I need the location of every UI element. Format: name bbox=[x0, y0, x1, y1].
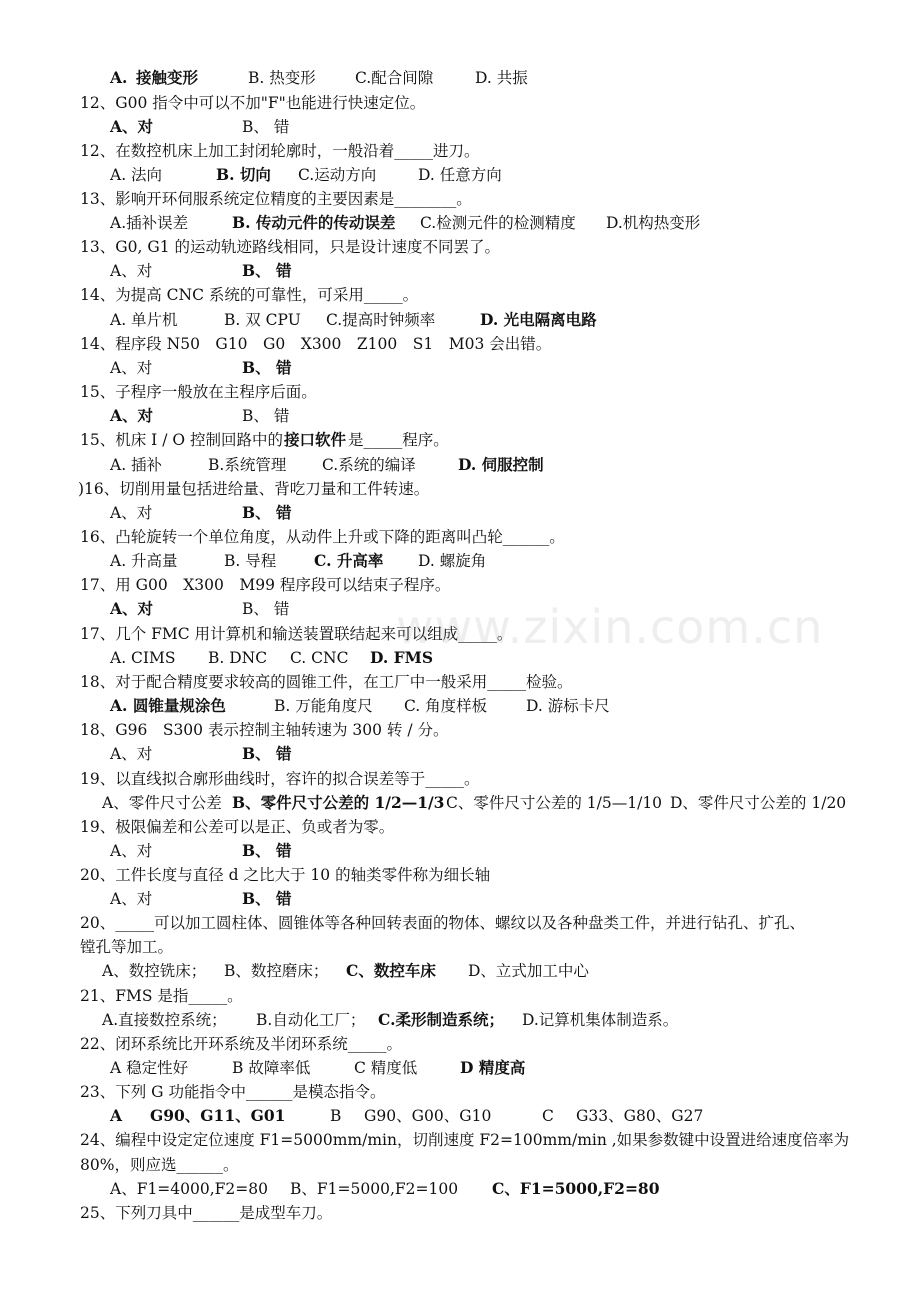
question-text: )16、切削用量包括进给量、背吃刀量和工件转速。 bbox=[78, 480, 430, 498]
options-line bbox=[102, 961, 902, 981]
answer-option: A. 法向 bbox=[110, 166, 163, 184]
question-line bbox=[80, 527, 880, 547]
answer-option: C.提高时钟频率 bbox=[326, 311, 436, 329]
answer-option: C.运动方向 bbox=[298, 166, 377, 184]
options-line bbox=[110, 1179, 910, 1199]
answer-option: B 故障率低 bbox=[232, 1059, 311, 1077]
options-line bbox=[110, 841, 910, 861]
answer-option: D.机构热变形 bbox=[606, 214, 701, 232]
options-line bbox=[110, 889, 910, 909]
question-line bbox=[80, 986, 880, 1006]
question-text: 13、影响开环伺服系统定位精度的主要因素是________。 bbox=[80, 190, 472, 208]
question-line bbox=[78, 479, 878, 499]
options-line bbox=[110, 503, 910, 523]
correct-answer-option: A、对 bbox=[110, 599, 154, 618]
answer-option: D. 螺旋角 bbox=[418, 552, 487, 570]
question-line bbox=[80, 1203, 880, 1223]
answer-option: A.插补误差 bbox=[110, 214, 189, 232]
options-line bbox=[110, 744, 910, 764]
answer-option: D、零件尺寸公差的 1/20 bbox=[670, 794, 847, 812]
options-line bbox=[110, 261, 910, 281]
answer-option: A 稳定性好 bbox=[110, 1059, 189, 1077]
answer-option: A、对 bbox=[110, 842, 153, 860]
options-line bbox=[110, 406, 910, 426]
answer-option: A、零件尺寸公差 bbox=[102, 794, 222, 812]
answer-option: A、对 bbox=[110, 262, 153, 280]
correct-answer-option: C. 升高率 bbox=[314, 551, 384, 570]
answer-option: B.系统管理 bbox=[208, 456, 287, 474]
watermark: www.zixin.com.cn bbox=[396, 600, 824, 654]
correct-answer-option: 接触变形 bbox=[136, 68, 199, 87]
answer-option: C.检测元件的检测精度 bbox=[420, 214, 576, 232]
answer-option: B. DNC bbox=[208, 649, 268, 667]
correct-answer-option: D. 伺服控制 bbox=[458, 455, 544, 474]
question-text: 21、FMS 是指_____。 bbox=[80, 987, 243, 1005]
question-line bbox=[80, 430, 880, 450]
correct-answer-option: B. 切向 bbox=[216, 165, 271, 184]
answer-option: A、数控铣床； bbox=[102, 962, 207, 980]
answer-option: D. 任意方向 bbox=[418, 166, 502, 184]
answer-option: D.记算机集体制造系。 bbox=[522, 1011, 679, 1029]
question-text: 19、以直线拟合廓形曲线时，容许的拟合误差等于_____。 bbox=[80, 770, 480, 788]
options-line bbox=[110, 599, 910, 619]
question-text: 20、_____可以加工圆柱体、圆锥体等各种回转表面的物体、螺纹以及各种盘类工件，并进行钻孔、扩孔、 bbox=[80, 914, 805, 932]
options-line bbox=[110, 358, 910, 378]
question-text: 14、程序段 N50 G10 G0 X300 Z100 S1 M03 会出错。 bbox=[80, 335, 552, 353]
question-continuation bbox=[80, 937, 880, 957]
answer-option: B、数控磨床； bbox=[224, 962, 329, 980]
answer-option: G90、G00、G10 bbox=[364, 1107, 492, 1125]
correct-answer-option: A. 圆锥量规涂色 bbox=[110, 696, 226, 715]
answer-option: A. 单片机 bbox=[110, 311, 178, 329]
question-text: 14、为提高 CNC 系统的可靠性，可采用_____。 bbox=[80, 286, 419, 304]
correct-answer-option: A、对 bbox=[110, 117, 154, 136]
question-text: 是_____程序。 bbox=[348, 431, 449, 449]
question-text: 20、工件长度与直径 d 之比大于 10 的轴类零件称为细长轴 bbox=[80, 866, 491, 884]
question-line bbox=[80, 189, 880, 209]
answer-option: B、 错 bbox=[242, 118, 290, 136]
answer-option: B bbox=[330, 1107, 342, 1125]
question-line bbox=[80, 672, 880, 692]
answer-option: D. 共振 bbox=[475, 69, 528, 87]
options-line bbox=[110, 1058, 910, 1078]
question-continuation bbox=[80, 1155, 880, 1175]
question-line bbox=[80, 720, 880, 740]
options-line bbox=[110, 455, 910, 475]
options-line bbox=[110, 551, 910, 571]
question-text: 15、子程序一般放在主程序后面。 bbox=[80, 383, 317, 401]
answer-option: B. 万能角度尺 bbox=[274, 697, 373, 715]
correct-answer-option: B、 错 bbox=[242, 841, 292, 860]
question-text: 13、G0, G1 的运动轨迹路线相同，只是设计速度不同罢了。 bbox=[80, 238, 500, 256]
answer-option: A. 插补 bbox=[110, 456, 163, 474]
question-text: 12、G00 指令中可以不加"F"也能进行快速定位。 bbox=[80, 94, 426, 112]
answer-option: C.配合间隙 bbox=[355, 69, 434, 87]
answer-option: A、对 bbox=[110, 359, 153, 377]
options-line bbox=[110, 310, 910, 330]
correct-answer-option: B、 错 bbox=[242, 889, 292, 908]
correct-answer-option: C.柔形制造系统； bbox=[378, 1010, 504, 1029]
options-line bbox=[110, 1106, 910, 1126]
question-line bbox=[80, 575, 880, 595]
question-text: 镗孔等加工。 bbox=[80, 938, 174, 956]
options-line bbox=[110, 68, 910, 88]
options-line bbox=[110, 648, 910, 668]
question-line bbox=[80, 93, 880, 113]
options-line bbox=[110, 165, 910, 185]
question-line bbox=[80, 141, 880, 161]
answer-option: B. 导程 bbox=[224, 552, 277, 570]
answer-option: C.系统的编译 bbox=[322, 456, 416, 474]
question-text: 24、编程中设定定位速度 F1=5000mm/min，切削速度 F2=100mm/min ,如果参数键中设置进给速度倍率为 bbox=[80, 1131, 850, 1149]
answer-option: A. CIMS bbox=[110, 649, 176, 667]
correct-answer-option: A. bbox=[110, 68, 128, 87]
question-line bbox=[80, 1034, 880, 1054]
options-line bbox=[102, 1010, 902, 1030]
correct-answer-option: D. 光电隔离电路 bbox=[480, 310, 597, 329]
question-text: 19、极限偏差和公差可以是正、负或者为零。 bbox=[80, 818, 395, 836]
question-text: 80%，则应选______。 bbox=[80, 1156, 239, 1174]
question-line bbox=[80, 624, 880, 644]
options-line bbox=[102, 793, 902, 813]
answer-option: B. 热变形 bbox=[248, 69, 316, 87]
question-text: 12、在数控机床上加工封闭轮廓时，一般沿着_____进刀。 bbox=[80, 142, 480, 160]
correct-answer-option: B、 错 bbox=[242, 358, 292, 377]
answer-option: B、 错 bbox=[242, 600, 290, 618]
answer-option: A、对 bbox=[110, 890, 153, 908]
answer-option: A. 升高量 bbox=[110, 552, 178, 570]
answer-option: C、零件尺寸公差的 1/5—1/10 bbox=[446, 794, 663, 812]
correct-answer-option: B、 错 bbox=[242, 261, 292, 280]
answer-option: A、对 bbox=[110, 745, 153, 763]
question-text: 25、下列刀具中______是成型车刀。 bbox=[80, 1204, 333, 1222]
options-line bbox=[110, 696, 910, 716]
answer-option: G33、G80、G27 bbox=[576, 1107, 704, 1125]
correct-answer-option: B、 错 bbox=[242, 744, 292, 763]
correct-answer-option: D. FMS bbox=[370, 648, 434, 667]
answer-option: C 精度低 bbox=[354, 1059, 418, 1077]
correct-answer-option: C、数控车床 bbox=[346, 961, 436, 980]
correct-answer-option: B、零件尺寸公差的 1/2—1/3 bbox=[232, 793, 445, 812]
answer-option: D. 游标卡尺 bbox=[526, 697, 610, 715]
question-line bbox=[80, 237, 880, 257]
question-line bbox=[80, 769, 880, 789]
question-text: 18、对于配合精度要求较高的圆锥工件，在工厂中一般采用_____检验。 bbox=[80, 673, 573, 691]
correct-answer-option: A bbox=[110, 1106, 123, 1125]
answer-option: B.自动化工厂； bbox=[256, 1011, 366, 1029]
answer-option: C. CNC bbox=[290, 649, 349, 667]
question-line bbox=[80, 817, 880, 837]
options-line bbox=[110, 117, 910, 137]
question-text: 18、G96 S300 表示控制主轴转速为 300 转 / 分。 bbox=[80, 721, 449, 739]
answer-option: B. 双 CPU bbox=[224, 311, 301, 329]
question-text: 15、机床 I / O 控制回路中的 bbox=[80, 431, 283, 449]
answer-option: C bbox=[542, 1107, 554, 1125]
answer-option: B、 错 bbox=[242, 407, 290, 425]
answer-option: D、立式加工中心 bbox=[468, 962, 589, 980]
correct-answer-option: D 精度高 bbox=[460, 1058, 526, 1077]
question-line bbox=[80, 285, 880, 305]
correct-answer-option: A、对 bbox=[110, 406, 154, 425]
answer-option: A、F1=4000,F2=80 bbox=[110, 1180, 268, 1198]
correct-answer-option: G90、G11、G01 bbox=[150, 1106, 286, 1125]
answer-option: A.直接数控系统； bbox=[102, 1011, 227, 1029]
question-text: 17、用 G00 X300 M99 程序段可以结束子程序。 bbox=[80, 576, 451, 594]
answer-option: A、对 bbox=[110, 504, 153, 522]
question-line bbox=[80, 1130, 880, 1150]
question-text: 接口软件 bbox=[284, 430, 347, 449]
question-line bbox=[80, 913, 880, 933]
correct-answer-option: B. 传动元件的传动误差 bbox=[232, 213, 396, 232]
answer-option: C. 角度样板 bbox=[404, 697, 488, 715]
correct-answer-option: C、F1=5000,F2=80 bbox=[492, 1179, 660, 1198]
question-text: 16、凸轮旋转一个单位角度，从动件上升或下降的距离叫凸轮______。 bbox=[80, 528, 565, 546]
question-line bbox=[80, 382, 880, 402]
options-line bbox=[110, 213, 910, 233]
question-text: 17、几个 FMC 用计算机和输送装置联结起来可以组成_____。 bbox=[80, 625, 513, 643]
correct-answer-option: B、 错 bbox=[242, 503, 292, 522]
question-line bbox=[80, 865, 880, 885]
question-line bbox=[80, 1082, 880, 1102]
question-text: 22、闭环系统比开环系统及半闭环系统_____。 bbox=[80, 1035, 402, 1053]
question-line bbox=[80, 334, 880, 354]
answer-option: B、F1=5000,F2=100 bbox=[290, 1180, 459, 1198]
question-text: 23、下列 G 功能指令中______是模态指令。 bbox=[80, 1083, 386, 1101]
